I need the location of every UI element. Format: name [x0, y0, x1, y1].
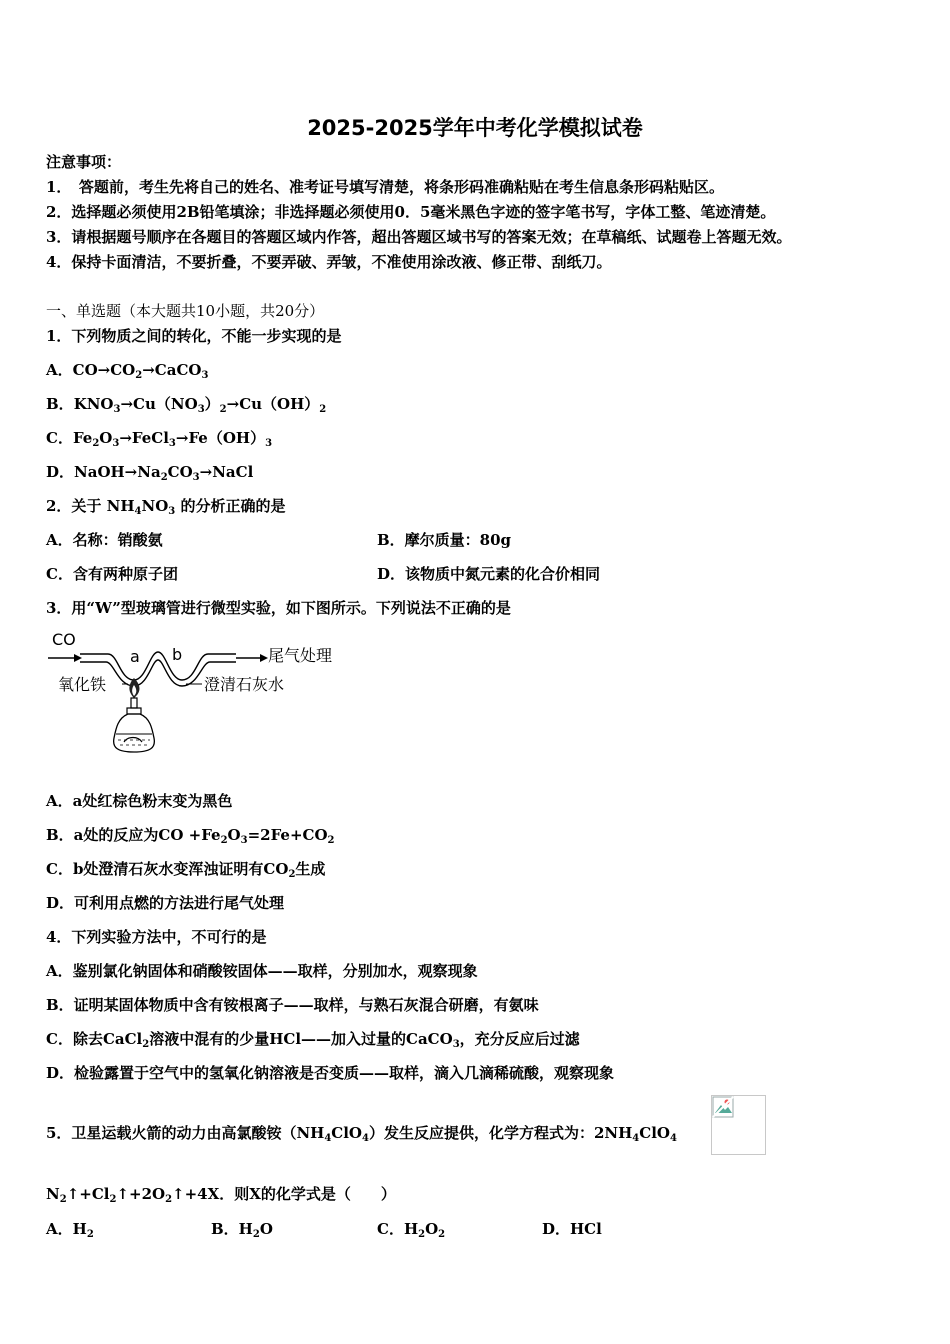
q5-stem: 5．卫星运载火箭的动力由高氯酸铵$(NH_4ClO_4)$发生反应提供，化学方程式为：$2NH_4ClO_4$ — [46, 1124, 677, 1144]
figure-label-b: b — [172, 645, 183, 664]
q2-option-c: C．含有两种原子团 — [46, 565, 178, 583]
q1-option-a: A．$CO\to CO_2\to CaCO_3$ — [46, 361, 209, 381]
q4-option-a: A．鉴别氯化钠固体和硝酸铵固体——取样，分别加水，观察现象 — [46, 962, 478, 980]
q3-option-c: C．b处澄清石灰水变浑浊证明有$CO_2$生成 — [46, 860, 326, 880]
figure-label-co: CO — [52, 630, 76, 649]
w-tube-apparatus-figure — [46, 628, 346, 758]
q5-equation-line: $N_2↑+Cl_2↑+2O_2↑+4X$．则X的化学式是（ ） — [46, 1185, 396, 1205]
q3-option-a: A．a处红棕色粉末变为黑色 — [46, 792, 233, 810]
section-heading: 一、单选题（本大题共10小题，共20分） — [46, 302, 325, 320]
figure-label-tail-gas: 尾气处理 — [268, 646, 333, 665]
q3-option-d: D．可利用点燃的方法进行尾气处理 — [46, 894, 285, 912]
q2-stem: 2．关于 $NH_4NO_3$ 的分析正确的是 — [46, 497, 286, 517]
figure-label-a: a — [130, 647, 140, 666]
q3-stem: 3．用“W”型玻璃管进行微型实验，如下图所示。下列说法不正确的是 — [46, 599, 511, 617]
notice-heading: 注意事项： — [46, 153, 122, 171]
broken-image-icon — [712, 1096, 734, 1118]
q1-option-c: C．$Fe_2O_3\to FeCl_3\to Fe(OH)_3$ — [46, 429, 273, 449]
q3-option-b: B．a处的反应为CO $+Fe_2O_3=2Fe+CO_2$ — [46, 826, 335, 846]
notice-item: 1． 答题前，考生先将自己的姓名、准考证号填写清楚，将条形码准确粘贴在考生信息条形码粘贴区。 — [46, 178, 724, 196]
q1-option-d: D．$NaOH\to Na_2CO_3\to NaCl$ — [46, 463, 254, 483]
q4-stem: 4．下列实验方法中，不可行的是 — [46, 928, 267, 946]
broken-image-placeholder — [711, 1095, 766, 1155]
q5-option-a: A．$H_2$ — [46, 1220, 94, 1240]
q4-option-b: B．证明某固体物质中含有铵根离子——取样，与熟石灰混合研磨，有氨味 — [46, 996, 539, 1014]
notice-item: 3．请根据题号顺序在各题目的答题区域内作答，超出答题区域书写的答案无效；在草稿纸、试题卷上答题无效。 — [46, 228, 792, 246]
q5-option-d: D．HCl — [542, 1220, 602, 1238]
q1-option-b: B．$KNO_3\to Cu(NO_3)_2\to Cu(OH)_2$ — [46, 395, 327, 415]
figure-label-limewater: 澄清石灰水 — [204, 675, 285, 694]
notice-item: 2．选择题必须使用2B铅笔填涂；非选择题必须使用0．5毫米黑色字迹的签字笔书写，字体工整、笔迹清楚。 — [46, 203, 776, 221]
notice-item: 4．保持卡面清洁，不要折叠，不要弄破、弄皱，不准使用涂改液、修正带、刮纸刀。 — [46, 253, 612, 271]
q4-option-c: C．除去CaCl$_2$溶液中混有的少量HCl——加入过量的CaCO$_3$，充分反应后过滤 — [46, 1030, 580, 1050]
q4-option-d: D．检验露置于空气中的氢氧化钠溶液是否变质——取样，滴入几滴稀硫酸，观察现象 — [46, 1064, 615, 1082]
figure-label-iron-oxide: 氧化铁 — [58, 675, 107, 694]
q5-option-b: B．$H_2O$ — [211, 1220, 273, 1240]
q1-stem: 1．下列物质之间的转化，不能一步实现的是 — [46, 327, 342, 345]
page-title: 2025-2025学年中考化学模拟试卷 — [307, 116, 643, 140]
q2-option-a: A．名称：销酸氨 — [46, 531, 163, 549]
q5-option-c: C．$H_2O_2$ — [377, 1220, 446, 1240]
q2-option-d: D．该物质中氮元素的化合价相同 — [377, 565, 601, 583]
q2-option-b: B．摩尔质量：80g — [377, 531, 512, 549]
